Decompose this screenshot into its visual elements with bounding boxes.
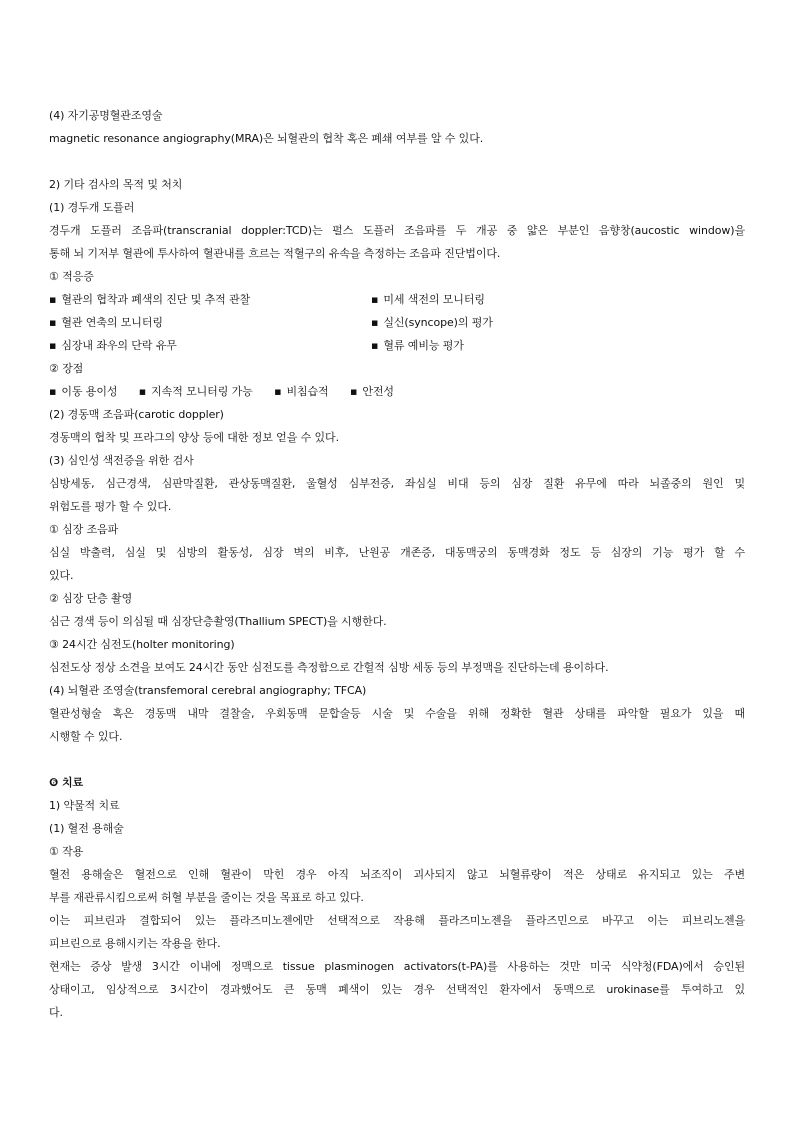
bullet-icon: ▪ bbox=[49, 339, 57, 352]
cardio-paragraph-line: 심방세동, 심근경색, 심판막질환, 관상동맥질환, 울혈성 심부전증, 좌심실 비대 등의 심장 질환 유무에 따라 뇌졸중의 원인 및 bbox=[49, 477, 745, 490]
advantage-heading: ② 장점 bbox=[49, 362, 84, 375]
action-heading: ① 작용 bbox=[49, 845, 84, 858]
cardio-heading: (3) 심인성 색전증을 위한 검사 bbox=[49, 454, 194, 467]
document-page bbox=[49, 104, 745, 1024]
tcd-paragraph-line: 통해 뇌 기저부 혈관에 투사하여 혈관내를 흐르는 적혈구의 유속을 측정하는 조음파 진단법이다. bbox=[49, 247, 501, 260]
mra-text: magnetic resonance angiography(MRA)은 뇌혈관의 협착 혹은 폐쇄 여부를 알 수 있다. bbox=[49, 132, 484, 145]
bullet-icon: ▪ bbox=[371, 316, 379, 329]
other-tests-heading: 2) 기타 검사의 목적 및 처치 bbox=[49, 178, 183, 191]
action-paragraph-line: 부를 재관류시킴으로써 허혈 부분을 줄이는 것을 목표로 하고 있다. bbox=[49, 891, 364, 904]
indication-row bbox=[49, 311, 745, 334]
indication-row bbox=[49, 334, 745, 357]
tfca-paragraph-line: 혈관성형술 혹은 경동맥 내막 결찰술, 우회동맥 문합술등 시술 및 수술을 위해 정확한 혈관 상태를 파악할 필요가 있을 때 bbox=[49, 707, 745, 720]
tcd-heading: (1) 경두개 도플러 bbox=[49, 201, 135, 214]
advantage-item: ▪ 이동 용이성 bbox=[49, 385, 118, 398]
action-paragraph-line: 이는 피브린과 결합되어 있는 플라즈미노젠에만 선택적으로 작용해 플라즈미노젠을 플라즈민으로 바꾸고 이는 피브리노젠을 bbox=[49, 914, 745, 927]
treatment-heading: ❻ 치료 bbox=[49, 776, 83, 789]
advantage-list bbox=[49, 380, 745, 403]
indication-item: 실신(syncope)의 평가 bbox=[383, 316, 493, 329]
carotid-text: 경동맥의 협착 및 프라그의 양상 등에 대한 정보 얻을 수 있다. bbox=[49, 431, 339, 444]
mra-heading: (4) 자기공명혈관조영술 bbox=[49, 109, 163, 122]
cardio-paragraph-line: 위험도를 평가 할 수 있다. bbox=[49, 500, 172, 513]
bullet-icon: ▪ bbox=[274, 385, 282, 398]
indication-heading: ① 적응증 bbox=[49, 270, 94, 283]
drug-treatment-heading: 1) 약물적 치료 bbox=[49, 799, 120, 812]
indication-item: 심장내 좌우의 단락 유무 bbox=[61, 339, 177, 352]
advantage-item: ▪ 비침습적 bbox=[274, 385, 329, 398]
action-paragraph-line: 상태이고, 임상적으로 3시간이 경과했어도 큰 동맥 폐색이 있는 경우 선택적인 환자에서 동맥으로 urokinase를 투여하고 있 bbox=[49, 983, 745, 996]
advantage-item: ▪ 안전성 bbox=[349, 385, 394, 398]
spacer bbox=[49, 150, 745, 173]
indication-row bbox=[49, 288, 745, 311]
action-paragraph-line: 혈전 용해술은 혈전으로 인해 혈관이 막힌 경우 아직 뇌조직이 괴사되지 않고 뇌혈류량이 적은 상태로 유지되고 있는 주변 bbox=[49, 868, 745, 881]
holter-text: 심전도상 정상 소견을 보여도 24시간 동안 심전도를 측정함으로 간헐적 심방 세동 등의 부정맥을 진단하는데 용이하다. bbox=[49, 661, 609, 674]
spect-heading: ② 심장 단층 촬영 bbox=[49, 592, 133, 605]
bullet-icon: ▪ bbox=[138, 385, 147, 398]
echo-paragraph-line: 있다. bbox=[49, 569, 74, 582]
echo-heading: ① 심장 조음파 bbox=[49, 523, 119, 536]
action-paragraph-line: 피브린으로 용해시키는 작용을 한다. bbox=[49, 937, 221, 950]
bullet-icon: ▪ bbox=[49, 385, 57, 398]
bullet-icon: ▪ bbox=[349, 385, 358, 398]
bullet-icon: ▪ bbox=[49, 293, 57, 306]
action-paragraph-line: 다. bbox=[49, 1006, 63, 1019]
indication-item: 미세 색전의 모니터링 bbox=[383, 293, 485, 306]
bullet-icon: ▪ bbox=[371, 339, 379, 352]
spacer bbox=[49, 748, 745, 771]
spect-text: 심근 경색 등이 의심될 때 심장단층촬영(Thallium SPECT)을 시행한다. bbox=[49, 615, 387, 628]
action-paragraph-line: 현재는 증상 발생 3시간 이내에 정맥으로 tissue plasminogen activators(t-PA)를 사용하는 것만 미국 식약청(FDA)에서 승인된 bbox=[49, 960, 745, 973]
indication-item: 혈관 연축의 모니터링 bbox=[61, 316, 163, 329]
tfca-paragraph-line: 시행할 수 있다. bbox=[49, 730, 123, 743]
advantage-item: ▪ 지속적 모니터링 가능 bbox=[138, 385, 253, 398]
holter-heading: ③ 24시간 심전도(holter monitoring) bbox=[49, 638, 235, 651]
tfca-heading: (4) 뇌혈관 조영술(transfemoral cerebral angiography; TFCA) bbox=[49, 684, 367, 697]
bullet-icon: ▪ bbox=[371, 293, 379, 306]
indication-item: 혈관의 협착과 폐색의 진단 및 추적 관찰 bbox=[61, 293, 251, 306]
echo-paragraph-line: 심실 박출력, 심실 및 심방의 활동성, 심장 벽의 비후, 난원공 개존증, 대동맥궁의 동맥경화 정도 등 심장의 기능 평가 할 수 bbox=[49, 546, 745, 559]
bullet-icon: ▪ bbox=[49, 316, 57, 329]
tcd-paragraph-line: 경두개 도플러 조음파(transcranial doppler:TCD)는 펄스 도플러 조음파를 두 개공 중 얇은 부분인 음향창(aucostic window)을 bbox=[49, 224, 745, 237]
indication-item: 혈류 예비능 평가 bbox=[383, 339, 464, 352]
thrombolysis-heading: (1) 혈전 용해술 bbox=[49, 822, 124, 835]
carotid-heading: (2) 경동맥 조음파(carotic doppler) bbox=[49, 408, 224, 421]
